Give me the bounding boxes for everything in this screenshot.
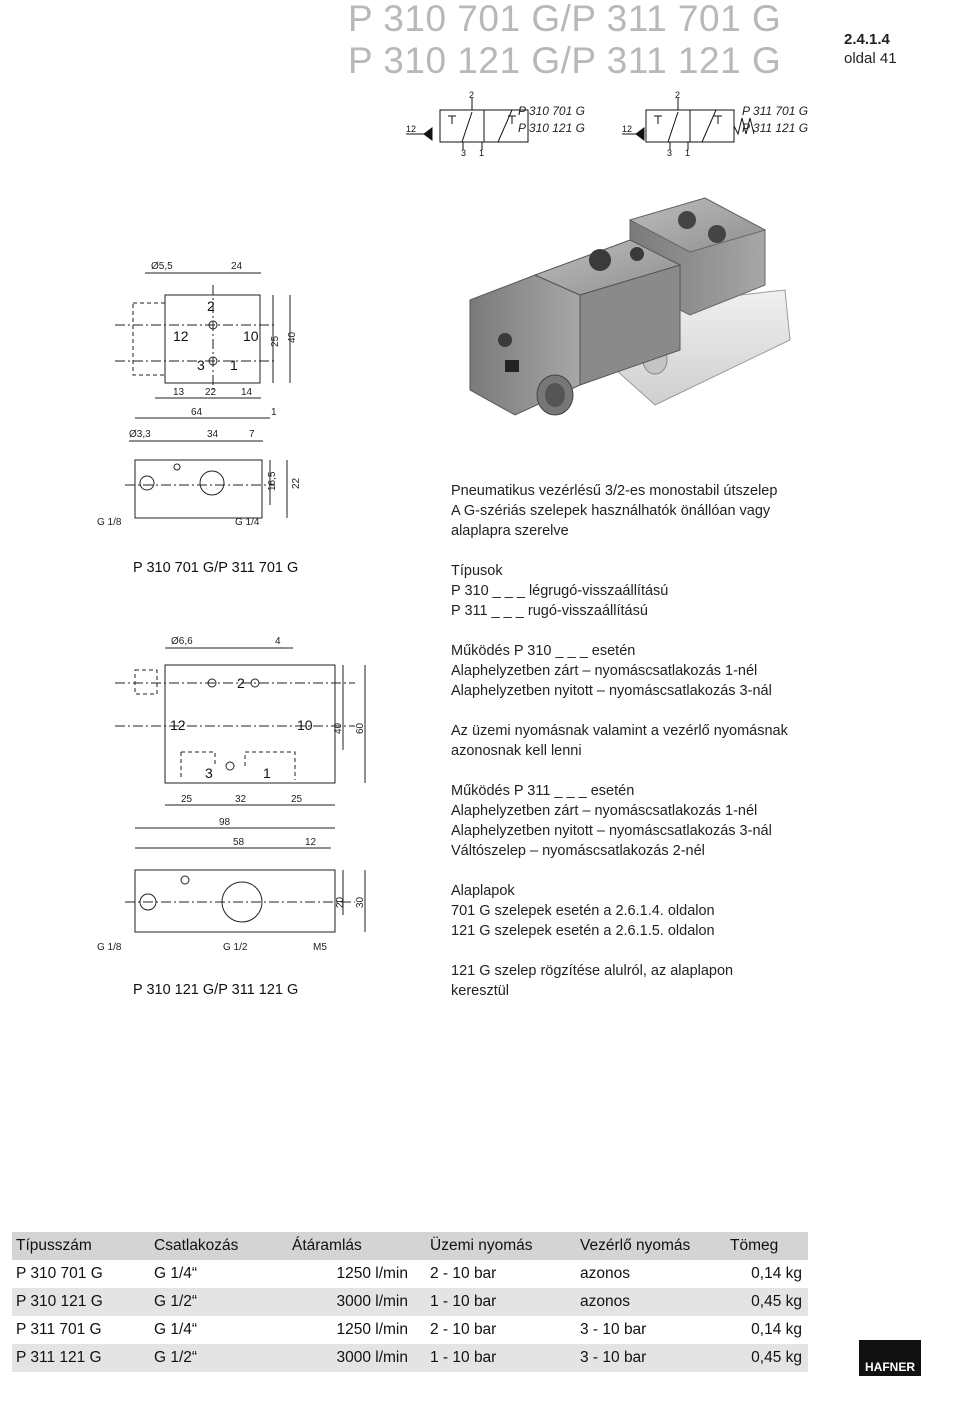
baseplates-block xyxy=(451,881,921,941)
dim-d14: 14 xyxy=(241,387,253,398)
dimension-drawing-701 xyxy=(95,255,425,555)
baseplate-line: 121 G szelepek esetén a 2.6.1.5. oldalon xyxy=(451,923,715,939)
cell-flow: 3000 l/min xyxy=(288,1288,426,1316)
cell-weight: 0,14 kg xyxy=(751,1265,802,1282)
product-description xyxy=(451,481,921,1021)
col-type: Típusszám xyxy=(12,1232,150,1260)
dim-d25: 25 xyxy=(270,335,281,347)
operation-line: Alaphelyzetben nyitott – nyomáscsatlakozás 3-nál xyxy=(451,683,772,699)
cell-pilot-pressure: 3 - 10 bar xyxy=(580,1321,647,1338)
port-10-label-b: 10 xyxy=(297,717,313,733)
operation-heading: Működés P 311 _ _ _ esetén xyxy=(451,783,635,799)
operation-line: Alaphelyzetben zárt – nyomáscsatlakozás 1-nél xyxy=(451,663,758,679)
intro-block xyxy=(451,481,921,541)
operation-line: Alaphelyzetben nyitott – nyomáscsatlakozás 3-nál xyxy=(451,823,772,839)
dim-d40: 40 xyxy=(287,331,298,343)
dim-d7: 7 xyxy=(249,429,255,440)
types-block xyxy=(451,561,921,621)
table-row xyxy=(12,1288,808,1316)
cell-type: P 311 121 G xyxy=(12,1344,150,1372)
operation-line: Alaphelyzetben zárt – nyomáscsatlakozás 1-nél xyxy=(451,803,758,819)
port-3-label-b: 3 xyxy=(205,765,213,781)
port-2-label: 2 xyxy=(207,298,215,314)
dim-m5: M5 xyxy=(313,942,327,953)
title-line-2: P 310 121 G/P 311 121 G xyxy=(348,40,782,81)
symbol-port-3: 3 xyxy=(461,148,467,158)
dim-d22b: 22 xyxy=(291,477,302,489)
col-working-pressure: Üzemi nyomás xyxy=(426,1232,576,1260)
drawing-caption-121: P 310 121 G/P 311 121 G xyxy=(133,982,299,998)
dim-d32: 32 xyxy=(235,794,247,805)
dim-d60: 60 xyxy=(355,722,366,734)
page-reference xyxy=(844,30,897,68)
type-line: P 311 _ _ _ rugó-visszaállítású xyxy=(451,603,648,619)
dim-d40-b: 40 xyxy=(333,722,344,734)
dim-d58: 58 xyxy=(233,837,245,848)
baseplates-heading: Alaplapok xyxy=(451,883,515,899)
dim-d64: 64 xyxy=(191,407,203,418)
intro-line: alaplapra szerelve xyxy=(451,523,569,539)
dim-d25a: 25 xyxy=(181,794,193,805)
symbol-port-1b: 1 xyxy=(685,148,691,158)
cell-connection: G 1/2“ xyxy=(150,1288,288,1316)
col-connection: Csatlakozás xyxy=(150,1232,288,1260)
col-flow: Átáramlás xyxy=(288,1232,426,1260)
page-title xyxy=(348,0,781,82)
types-heading: Típusok xyxy=(451,563,503,579)
pressure-note xyxy=(451,721,921,761)
valve-symbol-p310 xyxy=(406,90,528,158)
symbol-port-2b: 2 xyxy=(675,90,681,100)
cell-flow: 3000 l/min xyxy=(288,1344,426,1372)
symbol-label-p310 xyxy=(518,103,585,137)
dim-d12: 12 xyxy=(305,837,317,848)
cell-flow: 1250 l/min xyxy=(336,1321,408,1338)
symbol-port-12b: 12 xyxy=(622,124,633,134)
symbol-label-p310-701: P 310 701 G xyxy=(518,104,585,118)
dim-d66: Ø6,6 xyxy=(171,636,193,647)
cell-weight: 0,45 kg xyxy=(726,1288,808,1316)
cell-working-pressure: 1 - 10 bar xyxy=(426,1288,576,1316)
cell-type: P 310 121 G xyxy=(12,1288,150,1316)
cell-type: P 311 701 G xyxy=(16,1321,102,1338)
cell-working-pressure: 2 - 10 bar xyxy=(430,1265,497,1282)
symbol-port-3b: 3 xyxy=(667,148,673,158)
pressure-line: azonosnak kell lenni xyxy=(451,743,582,759)
table-row xyxy=(12,1344,808,1372)
cell-weight: 0,14 kg xyxy=(751,1321,802,1338)
title-line-1: P 310 701 G/P 311 701 G xyxy=(348,0,782,39)
port-1-label-b: 1 xyxy=(263,765,271,781)
table-row xyxy=(12,1316,808,1344)
dim-d22: 22 xyxy=(205,387,217,398)
type-line: P 310 _ _ _ légrugó-visszaállítású xyxy=(451,583,669,599)
page-number: oldal 41 xyxy=(844,50,897,67)
dim-d1: 1 xyxy=(271,407,277,418)
valve-symbol-p311 xyxy=(622,90,754,158)
drawing-caption-701: P 310 701 G/P 311 701 G xyxy=(133,560,299,576)
operation-line: Váltószelep – nyomáscsatlakozás 2-nél xyxy=(451,843,705,859)
intro-line: A G-szériás szelepek használhatók önállóan vagy xyxy=(451,503,771,519)
port-10-label: 10 xyxy=(243,328,259,344)
dim-d24: 24 xyxy=(231,261,243,272)
symbol-label-p311-701: P 311 701 G xyxy=(742,104,809,118)
dim-d4: 4 xyxy=(275,636,281,647)
dim-d55: Ø5,5 xyxy=(151,261,173,272)
table-row xyxy=(12,1260,808,1288)
symbol-port-12: 12 xyxy=(406,124,417,134)
dimension-drawing-121 xyxy=(95,630,425,960)
dim-d13: 13 xyxy=(173,387,185,398)
hafner-logo xyxy=(859,1340,921,1376)
symbol-label-p311 xyxy=(742,103,808,137)
cell-weight: 0,45 kg xyxy=(726,1344,808,1372)
brand-name: HAFNER xyxy=(865,1360,915,1374)
cell-pilot-pressure: azonos xyxy=(576,1288,726,1316)
operation-heading: Működés P 310 _ _ _ esetén xyxy=(451,643,636,659)
dim-d25b: 25 xyxy=(291,794,303,805)
mounting-line: 121 G szelep rögzítése alulról, az alaplapon xyxy=(451,963,734,979)
symbol-label-p310-121: P 310 121 G xyxy=(518,121,585,135)
valve-symbols xyxy=(400,88,780,158)
cell-working-pressure: 2 - 10 bar xyxy=(430,1321,497,1338)
cell-pilot-pressure: 3 - 10 bar xyxy=(576,1344,726,1372)
section-number: 2.4.1.4 xyxy=(844,31,890,48)
port-3-label: 3 xyxy=(197,357,205,373)
port-12-label-b: 12 xyxy=(170,717,186,733)
baseplate-line: 701 G szelepek esetén a 2.6.1.4. oldalon xyxy=(451,903,715,919)
specification-table xyxy=(12,1232,808,1372)
dim-g14: G 1/4 xyxy=(235,517,260,528)
cell-pilot-pressure: azonos xyxy=(580,1265,630,1282)
dim-g12: G 1/2 xyxy=(223,942,248,953)
dim-d165: 16,5 xyxy=(267,471,278,491)
cell-connection: G 1/2“ xyxy=(150,1344,288,1372)
dim-g18: G 1/8 xyxy=(97,517,122,528)
symbol-label-p311-121: P 311 121 G xyxy=(742,121,809,135)
cell-type: P 310 701 G xyxy=(16,1265,103,1282)
dim-d20: 20 xyxy=(335,896,346,908)
mounting-note xyxy=(451,961,921,1001)
port-12-label: 12 xyxy=(173,328,189,344)
dim-d98: 98 xyxy=(219,817,231,828)
cell-connection: G 1/4“ xyxy=(154,1321,198,1338)
product-photo xyxy=(455,190,805,460)
cell-flow: 1250 l/min xyxy=(336,1265,408,1282)
mounting-line: keresztül xyxy=(451,983,510,999)
intro-line: Pneumatikus vezérlésű 3/2-es monostabil útszelep xyxy=(451,483,778,499)
cell-connection: G 1/4“ xyxy=(154,1265,198,1282)
port-1-label: 1 xyxy=(230,357,238,373)
cell-working-pressure: 1 - 10 bar xyxy=(426,1344,576,1372)
symbol-port-2: 2 xyxy=(469,90,475,100)
col-pilot-pressure: Vezérlő nyomás xyxy=(576,1232,726,1260)
dim-d30: 30 xyxy=(355,896,366,908)
table-header-row xyxy=(12,1232,808,1260)
port-2-label-b: 2 xyxy=(237,675,245,691)
dim-d33: Ø3,3 xyxy=(129,429,151,440)
dim-d34: 34 xyxy=(207,429,219,440)
symbol-port-1: 1 xyxy=(479,148,485,158)
operation-p311-block xyxy=(451,781,921,861)
dim-g18-b: G 1/8 xyxy=(97,942,122,953)
pressure-line: Az üzemi nyomásnak valamint a vezérlő nyomásnak xyxy=(451,723,788,739)
operation-p310-block xyxy=(451,641,921,701)
col-weight: Tömeg xyxy=(726,1232,808,1260)
